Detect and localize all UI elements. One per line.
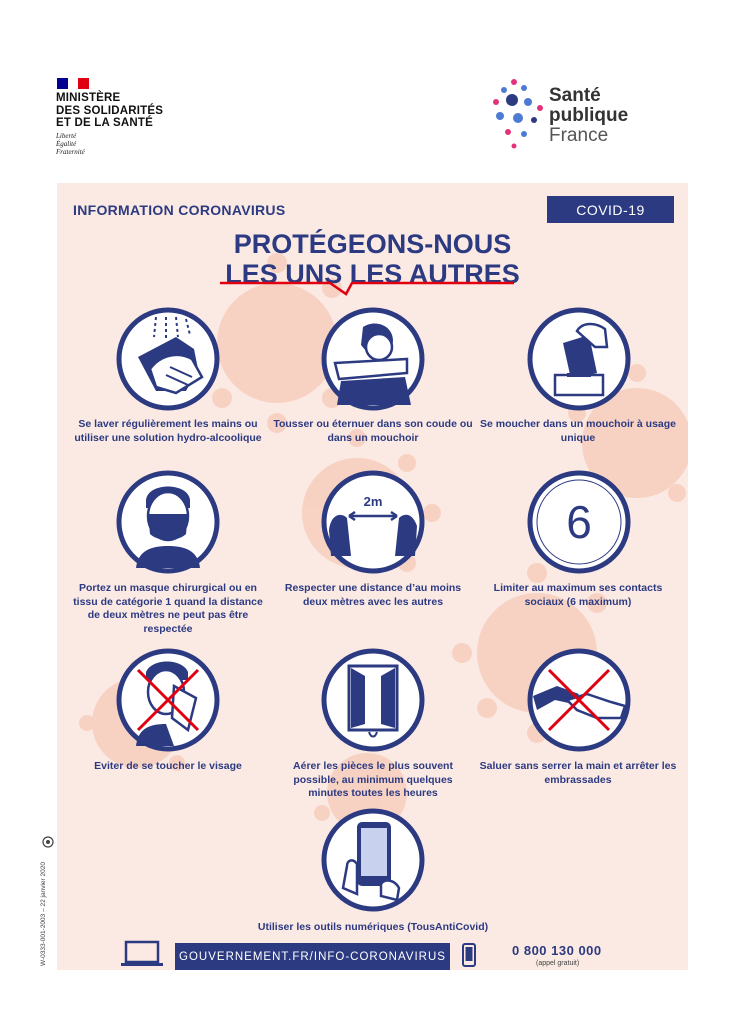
gesture-caption: Limiter au maximum ses contacts sociaux (6 maximum)	[493, 582, 663, 608]
contacts-number: 6	[566, 496, 592, 548]
republic-flag-logo	[57, 78, 89, 89]
ministry-line: ET DE LA SANTÉ	[56, 117, 153, 129]
title-underline-icon	[218, 278, 516, 298]
title-line: PROTÉGEONS-NOUS	[233, 229, 512, 259]
distance-label: 2m	[363, 494, 383, 509]
hotline-note: (appel gratuit)	[536, 960, 580, 967]
gesture-caption: Saluer sans serrer la main et arrêter les embrassades	[479, 760, 677, 786]
mobile-phone-icon	[462, 943, 476, 967]
recycle-icon	[42, 836, 54, 848]
tissue-icon	[527, 307, 631, 411]
open-window-icon	[321, 648, 425, 752]
document-reference: W-0333-001-2003 – 22 janvier 2020	[40, 862, 47, 966]
smartphone-icon	[321, 808, 425, 912]
gesture-caption: Eviter de se toucher le visage	[94, 760, 242, 772]
no-face-touch-icon	[116, 648, 220, 752]
gesture-caption: Se laver régulièrement les mains ou utiliser une solution hydro-alcoolique	[74, 418, 262, 444]
info-url[interactable]: GOUVERNEMENT.FR/INFO-CORONAVIRUS	[175, 943, 450, 970]
motto-line: Fraternité	[56, 148, 85, 156]
gesture-caption: Se moucher dans un mouchoir à usage unique	[479, 418, 677, 444]
title-line: LES UNS LES AUTRES	[225, 259, 520, 289]
motto-line: Égalité	[56, 140, 77, 148]
ministry-line: DES SOLIDARITÉS	[56, 104, 164, 117]
republic-motto	[56, 132, 85, 156]
no-handshake-icon	[527, 648, 631, 752]
hotline-number[interactable]: 0 800 130 000	[512, 943, 602, 958]
gesture-caption: Respecter une distance d’au moins deux mètres avec les autres	[284, 582, 462, 608]
gesture-caption: Aérer les pièces le plus souvent possible, au minimum quelques minutes toutes les heures	[293, 760, 453, 799]
motto-line: Liberté	[56, 132, 77, 140]
partner-line: France	[549, 125, 609, 146]
six-contacts-icon	[527, 470, 631, 574]
sante-publique-name	[549, 86, 628, 146]
hand-washing-icon	[116, 307, 220, 411]
partner-line: publique	[549, 105, 629, 126]
ministry-name	[56, 92, 163, 130]
distance-icon	[321, 470, 425, 574]
covid-badge: COVID-19	[547, 196, 674, 223]
sneeze-elbow-icon	[321, 307, 425, 411]
partner-line: Santé	[549, 85, 601, 106]
face-mask-icon	[116, 470, 220, 574]
gesture-caption: Tousser ou éternuer dans son coude ou dans un mouchoir	[273, 418, 473, 444]
gesture-caption: Portez un masque chirurgical ou en tissu de catégorie 1 quand la distance de deux mètres ne peut pas être respectée	[73, 582, 263, 635]
laptop-icon	[120, 940, 164, 968]
gesture-caption: Utiliser les outils numériques (TousAntiCovid)	[257, 921, 489, 933]
ministry-line: MINISTÈRE	[56, 92, 121, 104]
section-label: INFORMATION CORONAVIRUS	[73, 202, 286, 218]
sante-publique-logo-icon	[492, 78, 546, 158]
